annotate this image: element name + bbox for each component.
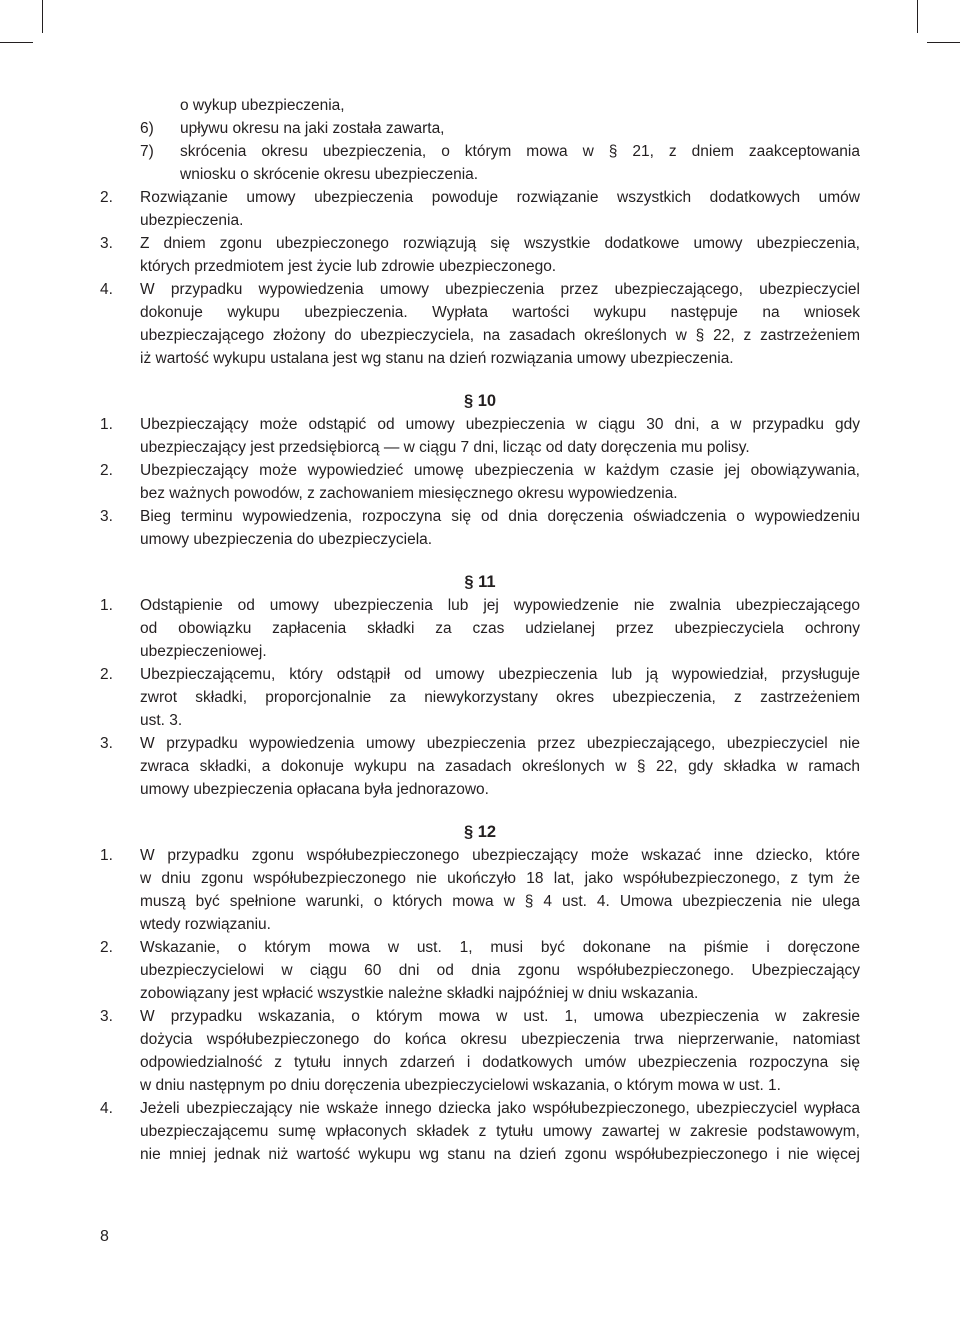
line-text: Bieg terminu wypowiedzenia, rozpoczyna się od dnia doręczenia oświadczenia o wypowiedzeniu (140, 508, 860, 525)
item-number: 3. (100, 508, 113, 525)
text-line (100, 890, 860, 913)
section-heading: § 10 (463, 392, 497, 410)
text-line (100, 709, 860, 732)
line-text: nie mniej jednak niż wartość wykupu wg stanu na dzień zgonu współubezpieczonego i nie więcej (140, 1146, 860, 1163)
numbered-item (100, 413, 860, 459)
line-text: Ubezpieczający może odstąpić od umowy ubezpieczenia w ciągu 30 dni, a w przypadku gdy (140, 416, 860, 433)
text-line (100, 867, 860, 890)
item-number: 1. (100, 416, 113, 433)
text-line (100, 686, 860, 709)
item-number: 4. (100, 281, 113, 298)
item-number: 2. (100, 939, 113, 956)
line-text: umowy ubezpieczenia do ubezpieczyciela. (140, 531, 433, 548)
line-text: upływu okresu na jaki została zawarta, (180, 120, 445, 137)
line-text: ubezpieczającego złożony do ubezpieczyciela, na zasadach określonych w § 22, z zastrzeżeniem (140, 327, 860, 344)
text-line (100, 1028, 860, 1051)
document-body (100, 94, 860, 1166)
continuation-list (100, 94, 860, 186)
text-line (100, 436, 860, 459)
crop-mark-top-left-horizontal (0, 42, 33, 43)
item-number: 2. (100, 189, 113, 206)
text-line (100, 1005, 860, 1028)
line-text: iż wartość wykupu ustalana jest wg stanu na dzień rozwiązania umowy ubezpieczenia. (140, 350, 734, 367)
line-text: W przypadku wypowiedzenia umowy ubezpieczenia przez ubezpieczającego, ubezpieczyciel nie (140, 735, 860, 752)
numbered-item (100, 663, 860, 732)
text-line (100, 117, 860, 140)
text-line (100, 1051, 860, 1074)
line-text: Wskazanie, o którym mowa w ust. 1, musi być dokonane na piśmie i doręczone (140, 939, 860, 956)
text-line (100, 255, 860, 278)
text-line (100, 347, 860, 370)
text-line (100, 844, 860, 867)
line-text: odpowiedzialność z tytułu innych zdarzeń i dodatkowych umów ubezpieczenia rozpoczyna się (140, 1054, 860, 1071)
item-number: 4. (100, 1100, 113, 1117)
text-line (100, 278, 860, 301)
numbered-item (100, 505, 860, 551)
item-number: 3. (100, 735, 113, 752)
text-line (100, 232, 860, 255)
intro-list (100, 186, 860, 370)
text-line (100, 755, 860, 778)
sub-item (100, 117, 860, 140)
line-text: Z dniem zgonu ubezpieczonego rozwiązują się wszystkie dodatkowe umowy ubezpieczenia, (140, 235, 860, 252)
line-text: zwrot składki, proporcjonalnie za niewykorzystany okres ubezpieczenia, z zastrzeżeniem (140, 689, 860, 706)
line-text: Odstąpienie od umowy ubezpieczenia lub jej wypowiedzenie nie zwalnia ubezpieczającego (140, 597, 860, 614)
text-line (100, 640, 860, 663)
numbered-item (100, 732, 860, 801)
line-text: ust. 3. (140, 712, 183, 729)
text-line (100, 1143, 860, 1166)
text-line (100, 301, 860, 324)
line-text: W przypadku zgonu współubezpieczonego ubezpieczający może wskazać inne dziecko, które (140, 847, 860, 864)
line-text: W przypadku wskazania, o którym mowa w ust. 1, umowa ubezpieczenia w zakresie (140, 1008, 860, 1025)
sub-item (100, 94, 860, 117)
crop-mark-top-right (917, 0, 918, 33)
line-text: dokonuje wykupu ubezpieczenia. Wypłata wartości wykupu następuje na wniosek (140, 304, 860, 321)
text-line (100, 732, 860, 755)
line-text: bez ważnych powodów, z zachowaniem miesięcznego okresu wypowiedzenia. (140, 485, 678, 502)
numbered-item (100, 186, 860, 232)
numbered-item (100, 459, 860, 505)
line-text: dożycia współubezpieczonego do końca okresu ubezpieczenia trwa nieprzerwanie, natomiast (140, 1031, 860, 1048)
line-text: w dniu następnym po dniu doręczenia ubezpieczycielowi wskazania, o którym mowa w ust. 1. (140, 1077, 781, 1094)
line-text: Ubezpieczającemu, który odstąpił od umowy ubezpieczenia lub ją wypowiedział, przysługuje (140, 666, 860, 683)
line-text: zobowiązany jest wpłacić wszystkie należne składki najpóźniej w dniu wskazania. (140, 985, 699, 1002)
line-text: muszą być spełnione warunki, o których mowa w § 4 ust. 4. Umowa ubezpieczenia nie ulega (140, 893, 860, 910)
section-heading: § 11 (464, 573, 496, 591)
text-line (100, 1120, 860, 1143)
line-text: ubezpieczenia. (140, 212, 244, 229)
crop-mark-top-left (42, 0, 43, 33)
text-line (100, 140, 860, 163)
page-number: 8 (100, 1228, 109, 1245)
text-line (100, 982, 860, 1005)
line-text: w dniu zgonu współubezpieczonego nie ukończyło 18 lat, jako współubezpieczonego, z tym że (140, 870, 860, 887)
numbered-item (100, 1097, 860, 1166)
text-line (100, 94, 860, 117)
item-number: 7) (140, 143, 154, 160)
text-line (100, 324, 860, 347)
line-text: o wykup ubezpieczenia, (180, 97, 345, 114)
text-line (100, 913, 860, 936)
text-line (100, 505, 860, 528)
item-number: 2. (100, 462, 113, 479)
text-line (100, 1097, 860, 1120)
numbered-item (100, 844, 860, 936)
text-line (100, 663, 860, 686)
item-number: 1. (100, 847, 113, 864)
text-line (100, 163, 860, 186)
text-line (100, 959, 860, 982)
text-line (100, 617, 860, 640)
line-text: wtedy rozwiązaniu. (140, 916, 271, 933)
item-number: 6) (140, 120, 154, 137)
numbered-item (100, 1005, 860, 1097)
text-line (100, 594, 860, 617)
text-line (100, 936, 860, 959)
section-heading: § 12 (463, 823, 497, 841)
line-text: wniosku o skrócenie okresu ubezpieczenia. (180, 166, 479, 183)
numbered-item (100, 936, 860, 1005)
line-text: umowy ubezpieczenia opłacana była jednorazowo. (140, 781, 489, 798)
text-line (100, 186, 860, 209)
line-text: od obowiązku zapłacenia składki za czas udzielanej przez ubezpieczyciela ochrony (140, 620, 860, 637)
item-number: 3. (100, 1008, 113, 1025)
numbered-item (100, 278, 860, 370)
line-text: Jeżeli ubezpieczający nie wskaże innego dziecka jako współubezpieczonego, ubezpieczyciel wypłaca (140, 1100, 860, 1117)
line-text: Rozwiązanie umowy ubezpieczenia powoduje rozwiązanie wszystkich dodatkowych umów (140, 189, 860, 206)
text-line (100, 413, 860, 436)
item-number: 1. (100, 597, 113, 614)
line-text: ubezpieczycielowi w ciągu 60 dni od dnia zgonu współubezpieczonego. Ubezpieczający (140, 962, 860, 979)
text-line (100, 528, 860, 551)
line-text: których przedmiotem jest życie lub zdrowie ubezpieczonego. (140, 258, 557, 275)
text-line (100, 459, 860, 482)
item-number: 3. (100, 235, 113, 252)
line-text: Ubezpieczający może wypowiedzieć umowę ubezpieczenia w każdym czasie jej obowiązywania, (140, 462, 860, 479)
text-line (100, 1074, 860, 1097)
item-number: 2. (100, 666, 113, 683)
sub-item (100, 140, 860, 186)
line-text: ubezpieczeniowej. (140, 643, 267, 660)
line-text: W przypadku wypowiedzenia umowy ubezpieczenia przez ubezpieczającego, ubezpieczyciel (140, 281, 860, 298)
numbered-item (100, 232, 860, 278)
crop-mark-top-right-horizontal (927, 42, 960, 43)
line-text: ubezpieczający jest przedsiębiorcą — w ciągu 7 dni, licząc od daty doręczenia mu polisy. (140, 439, 750, 456)
numbered-item (100, 594, 860, 663)
line-text: ubezpieczającemu sumę wpłaconych składek z tytułu umowy zawartej w zakresie podstawowym, (140, 1123, 860, 1140)
sections (100, 390, 860, 1166)
text-line (100, 482, 860, 505)
text-line (100, 209, 860, 232)
line-text: skrócenia okresu ubezpieczenia, o którym mowa w § 21, z dniem zaakceptowania (180, 143, 860, 160)
line-text: zwraca składki, a dokonuje wykupu na zasadach określonych w § 22, gdy składka w ramach (140, 758, 860, 775)
text-line (100, 778, 860, 801)
